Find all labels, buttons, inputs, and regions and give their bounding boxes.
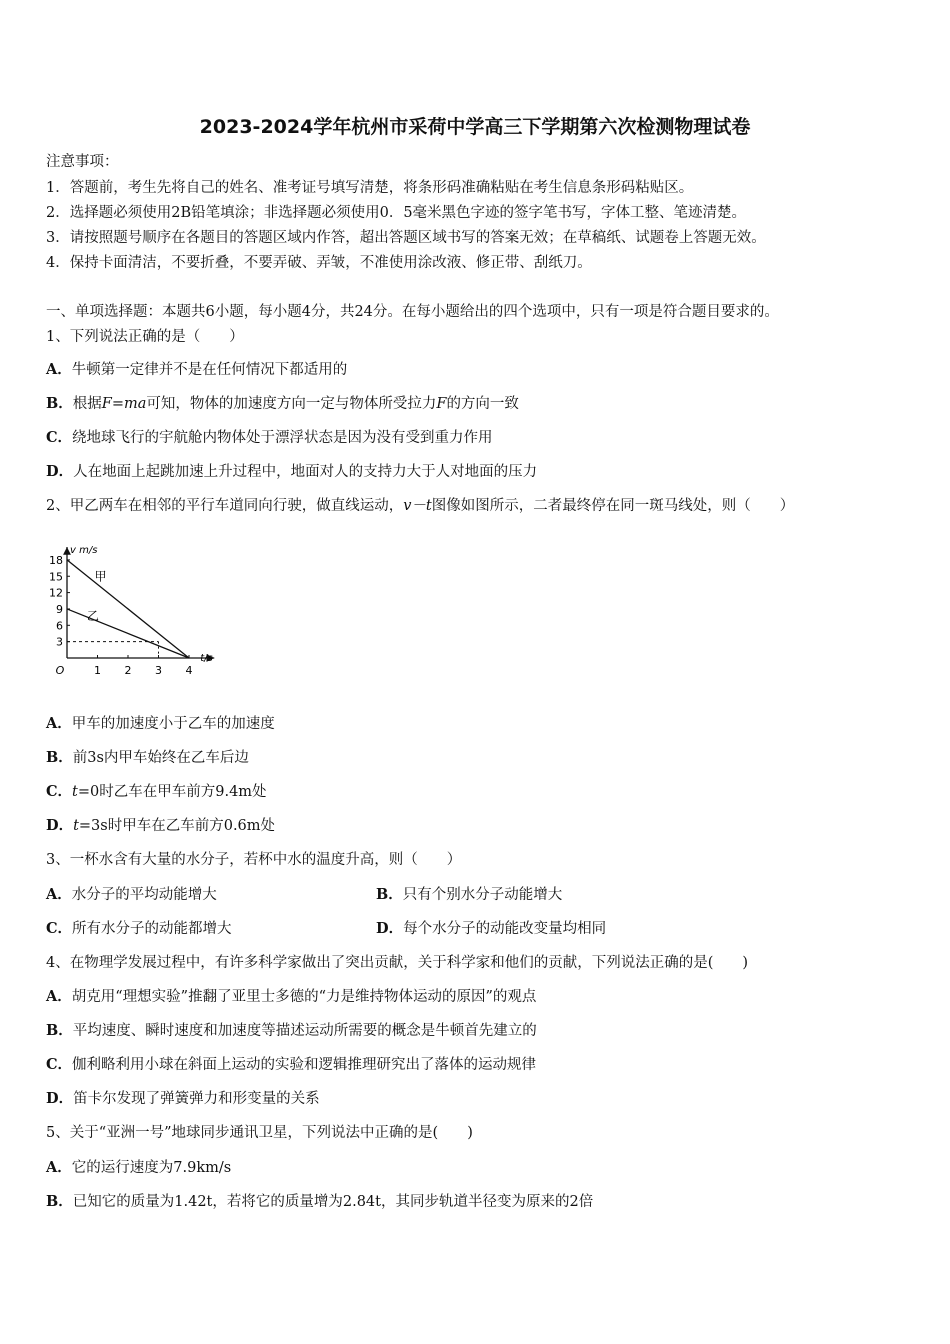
y-tick-label: 12 [49,586,63,600]
x-tick-label: 4 [185,664,193,677]
q4-option-b [46,1021,537,1041]
x-tick-label: 1 [94,664,101,677]
option-text: 水分子的平均动能增大 [71,887,217,903]
q1-option-b [46,394,519,414]
q4-option-d [46,1089,320,1109]
origin-label: O [55,664,65,677]
q2-option-a [46,714,275,734]
notice-item: 1．答题前，考生先将自己的姓名、准考证号填写清楚，将条形码准确粘贴在考生信息条形码粘贴区。 [46,180,694,196]
variable: F [436,396,447,412]
option-label: A． [46,715,72,732]
y-tick-label: 9 [56,602,63,616]
question-3-stem: 3、一杯水含有大量的水分子，若杯中水的温度升高，则（ ） [46,852,462,868]
option-label: A． [46,988,72,1005]
option-label: C． [46,920,73,937]
option-label: B． [46,749,73,766]
stem-text: 2、甲乙两车在相邻的平行车道同向行驶，做直线运动， [46,498,404,514]
section-heading: 一、单项选择题：本题共6小题，每小题4分，共24分。在每小题给出的四个选项中，只有一项是符合题目要求的。 [46,304,779,320]
option-text: 伽利略利用小球在斜面上运动的实验和逻辑推理研究出了落体的运动规律 [72,1057,537,1073]
option-label: B． [376,886,403,903]
q3-option-c [46,919,232,939]
page-title: 2023-2024学年杭州市采荷中学高三下学期第六次检测物理试卷 [199,116,751,138]
q1-option-a [46,360,347,380]
y-tick-label: 15 [49,570,63,584]
notice-heading: 注意事项： [46,154,119,170]
notice-item: 3．请按照题号顺序在各题目的答题区域内作答，超出答题区域书写的答案无效；在草稿纸、试题卷上答题无效。 [46,230,766,246]
series-line-yi [67,609,189,658]
option-text: 牛顿第一定律并不是在任何情况下都适用的 [71,362,348,378]
question-2-stem [46,496,794,516]
option-text: 笛卡尔发现了弹簧弹力和形变量的关系 [73,1091,320,1107]
q5-option-b [46,1192,593,1212]
option-text: 人在地面上起跳加速上升过程中，地面对人的支持力大于人对地面的压力 [73,464,538,480]
notice-item: 4．保持卡面清洁，不要折叠，不要弄破、弄皱，不准使用涂改液、修正带、刮纸刀。 [46,255,592,271]
q2-option-c [46,782,267,802]
question-4-stem: 4、在物理学发展过程中，有许多科学家做出了突出贡献，关于科学家和他们的贡献，下列说法正确的是( ) [46,955,749,971]
x-axis-label: t/s [200,653,213,664]
option-text: 的方向一致 [446,396,519,412]
q4-option-a [46,987,536,1007]
question-1-stem: 1、下列说法正确的是（ ） [46,329,244,345]
option-label: A． [46,1159,72,1176]
option-text: 所有水分子的动能都增大 [72,921,232,937]
y-tick-label: 6 [56,619,63,633]
option-label: D． [46,817,74,834]
q1-option-d [46,462,537,482]
y-axis-label: v m/s [70,545,98,556]
option-text: 前3s内甲车始终在乙车后边 [72,750,249,766]
series-label-jia: 甲 [94,569,107,584]
q3-option-b [376,885,562,905]
option-text: 甲车的加速度小于乙车的加速度 [71,716,275,732]
variable: v－t [403,498,432,514]
q3-option-d [376,919,606,939]
series-line-jia [67,560,189,658]
variable: t [73,818,79,834]
option-text: 绕地球飞行的宇航舱内物体处于漂浮状态是因为没有受到重力作用 [72,430,493,446]
option-text: 只有个别水分子动能增大 [402,887,563,903]
vt-graph [40,530,230,678]
q1-option-c [46,428,493,448]
option-text: 根据 [72,396,102,412]
option-text: 可知，物体的加速度方向一定与物体所受拉力 [146,396,437,412]
option-text: 平均速度、瞬时速度和加速度等描述运动所需要的概念是牛顿首先建立的 [72,1023,537,1039]
stem-text: 图像如图所示，二者最终停在同一斑马线处，则（ ） [431,498,795,514]
q2-option-d [46,816,275,836]
option-label: A． [46,361,72,378]
series-label-yi: 乙 [86,608,99,623]
option-label: D． [376,920,404,937]
q3-option-a [46,885,217,905]
option-label: B． [46,1193,73,1210]
option-label: C． [46,1056,73,1073]
q2-option-b [46,748,249,768]
option-text: =0时乙车在甲车前方9.4m处 [77,784,267,800]
y-tick-label: 18 [49,553,63,567]
x-tick-label: 2 [124,664,132,677]
question-5-stem: 5、关于“亚洲一号”地球同步通讯卫星，下列说法中正确的是( ) [46,1125,473,1141]
option-text: 已知它的质量为1.42t，若将它的质量增为2.84t，其同步轨道半径变为原来的2倍 [72,1194,594,1210]
option-text: =3s时甲车在乙车前方0.6m处 [78,818,276,834]
option-label: C． [46,783,73,800]
option-label: D． [46,463,74,480]
option-label: B． [46,395,73,412]
y-tick-label: 3 [56,635,63,649]
variable: t [72,784,78,800]
q4-option-c [46,1055,536,1075]
option-label: B． [46,1022,73,1039]
option-label: C． [46,429,73,446]
formula: F=ma [101,396,147,412]
notice-item: 2．选择题必须使用2B铅笔填涂；非选择题必须使用0．5毫米黑色字迹的签字笔书写，字体工整、笔迹清楚。 [46,205,747,221]
x-tick-label: 3 [155,664,162,677]
q5-option-a [46,1158,231,1178]
option-text: 它的运行速度为7.9km/s [71,1160,232,1176]
option-label: D． [46,1090,74,1107]
option-text: 胡克用“理想实验”推翻了亚里士多德的“力是维持物体运动的原因”的观点 [71,989,537,1005]
option-label: A． [46,886,72,903]
option-text: 每个水分子的动能改变量均相同 [403,921,607,937]
